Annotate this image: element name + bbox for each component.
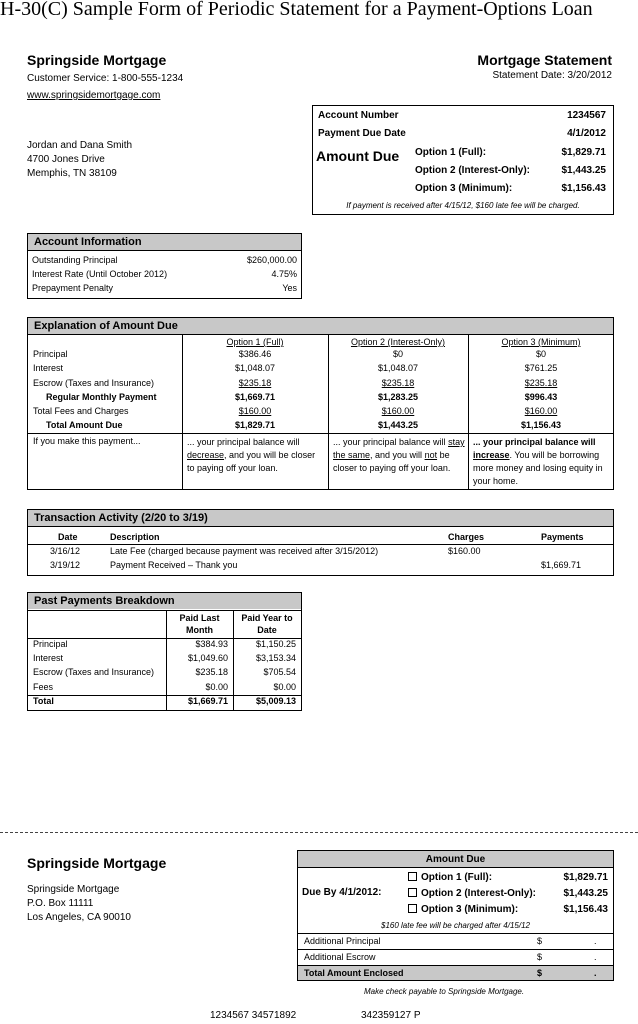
due-date-value: 4/1/2012 xyxy=(567,128,606,139)
remit-address: Springside Mortgage P.O. Box 11111 Los Angeles, CA 90010 xyxy=(27,884,131,923)
decimal-point: . xyxy=(594,936,597,946)
past-payments-header: Past Payments Breakdown xyxy=(28,593,301,609)
explanation-header: Explanation of Amount Due xyxy=(28,318,613,335)
table-row: Prepayment Penalty Yes xyxy=(32,283,297,293)
account-number-label: Account Number xyxy=(318,110,399,121)
txn-date: 3/16/12 xyxy=(50,546,81,556)
coupon-due-by: Due By 4/1/2012: xyxy=(302,887,382,898)
col-description: Description xyxy=(110,532,160,542)
additional-escrow-label: Additional Escrow xyxy=(304,952,376,962)
option3-value: $1,156.43 xyxy=(561,183,606,194)
checkbox-icon[interactable] xyxy=(408,904,417,913)
coupon-company-name: Springside Mortgage xyxy=(27,855,167,871)
table-row: Fees $0.00 $0.00 xyxy=(33,681,296,692)
micr-routing-line: 342359127 P xyxy=(361,1010,421,1021)
page-title: H-30(C) Sample Form of Periodic Statement for a Payment-Options Loan xyxy=(0,0,593,20)
customer-service: Customer Service: 1-800-555-1234 xyxy=(27,73,184,84)
coupon-option3[interactable]: Option 3 (Minimum): xyxy=(408,904,518,915)
recipient-address: Jordan and Dana Smith 4700 Jones Drive Memphis, TN 38109 xyxy=(27,140,133,179)
decimal-point: . xyxy=(594,968,597,978)
table-row: Total Fees and Charges $160.00 $160.00 $160.00 xyxy=(33,406,558,417)
checkbox-icon[interactable] xyxy=(408,888,417,897)
col-paid-last-month: Paid Last Month xyxy=(179,613,220,635)
table-row: Total $1,669.71 $5,009.13 xyxy=(33,695,296,706)
txn-desc: Payment Received – Thank you xyxy=(110,560,238,570)
late-fee-note: If payment is received after 4/15/12, $160 late fee will be charged. xyxy=(346,201,580,210)
col-payments: Payments xyxy=(541,532,584,542)
txn-desc: Late Fee (charged because payment was received after 3/15/2012) xyxy=(110,546,379,556)
option2-value: $1,443.25 xyxy=(561,165,606,176)
transaction-box xyxy=(27,509,614,576)
coupon-option2[interactable]: Option 2 (Interest-Only): xyxy=(408,888,536,899)
coupon-option2-value: $1,443.25 xyxy=(563,888,608,899)
explanation-rows xyxy=(28,349,613,435)
coupon-option1-value: $1,829.71 xyxy=(563,872,608,883)
table-row: Outstanding Principal $260,000.00 xyxy=(32,255,297,265)
option1-value: $1,829.71 xyxy=(561,147,606,158)
summary-box xyxy=(312,105,614,215)
amount-due-label: Amount Due xyxy=(316,148,400,164)
table-row: Total Amount Due $1,829.71 $1,443.25 $1,156.43 xyxy=(46,420,562,431)
option2-label: Option 2 (Interest-Only): xyxy=(415,165,530,176)
statement-title: Mortgage Statement xyxy=(477,52,612,68)
checkbox-icon[interactable] xyxy=(408,872,417,881)
opt3-header: Option 3 (Minimum) xyxy=(501,337,581,347)
table-row: Interest $1,049.60 $3,153.34 xyxy=(33,653,296,664)
table-row: Principal $384.93 $1,150.25 xyxy=(33,639,296,649)
opt2-header: Option 2 (Interest-Only) xyxy=(350,337,446,347)
col-paid-ytd: Paid Year to Date xyxy=(241,613,293,635)
coupon-amount-due-title: Amount Due xyxy=(425,854,486,865)
col-date: Date xyxy=(58,532,78,542)
table-row: Regular Monthly Payment $1,669.71 $1,283.25 $996.43 xyxy=(46,391,558,402)
explanation-box xyxy=(27,317,614,490)
table-row: Principal $386.46 $0 $0 xyxy=(33,349,546,359)
col-charges: Charges xyxy=(448,532,485,542)
coupon-option1[interactable]: Option 1 (Full): xyxy=(408,872,492,883)
additional-principal-field[interactable]: $ xyxy=(537,936,543,946)
account-number-value: 1234567 xyxy=(567,110,606,121)
opt1-outcome: ... your principal balance will decrease, and you will be closer to paying off your loan. xyxy=(187,437,316,473)
company-website[interactable]: www.springsidemortgage.com xyxy=(27,90,161,101)
option1-label: Option 1 (Full): xyxy=(415,147,487,158)
opt3-outcome: ... your principal balance will increase. You will be borrowing more money and losing equity in your home. xyxy=(473,437,603,486)
past-payments-box xyxy=(27,592,302,711)
company-name: Springside Mortgage xyxy=(27,52,167,68)
coupon-option3-value: $1,156.43 xyxy=(563,904,608,915)
option3-label: Option 3 (Minimum): xyxy=(415,183,513,194)
additional-escrow-field[interactable]: $ xyxy=(537,952,543,962)
payable-note: Make check payable to Springside Mortgage. xyxy=(364,987,525,996)
table-row: Interest $1,048.07 $1,048.07 $761.25 xyxy=(33,363,558,374)
table-row: Escrow (Taxes and Insurance) $235.18 $705.54 xyxy=(33,667,296,678)
txn-payment: $1,669.71 xyxy=(541,560,582,570)
due-date-label: Payment Due Date xyxy=(318,128,406,139)
opt2-outcome: ... your principal balance will stay the same, and you will not be closer to paying off your loan. xyxy=(333,437,465,473)
coupon-box xyxy=(297,850,614,981)
micr-account-line: 1234567 34571892 xyxy=(210,1010,297,1021)
table-row: Interest Rate (Until October 2012) 4.75% xyxy=(32,269,297,279)
total-enclosed-field[interactable]: $ xyxy=(537,968,543,978)
account-info-header: Account Information xyxy=(28,234,301,251)
opt1-header: Option 1 (Full) xyxy=(226,337,284,347)
transaction-header: Transaction Activity (2/20 to 3/19) xyxy=(28,510,613,527)
txn-charge: $160.00 xyxy=(448,546,481,556)
statement-date: Statement Date: 3/20/2012 xyxy=(492,70,612,81)
txn-date: 3/19/12 xyxy=(50,560,81,570)
additional-principal-label: Additional Principal xyxy=(304,936,381,946)
decimal-point: . xyxy=(594,952,597,962)
past-rows xyxy=(28,639,301,710)
tear-line xyxy=(0,832,638,833)
coupon-late-note: $160 late fee will be charged after 4/15/12 xyxy=(381,921,530,930)
account-info-box xyxy=(27,233,302,299)
total-enclosed-label: Total Amount Enclosed xyxy=(304,968,404,978)
table-row: Escrow (Taxes and Insurance) $235.18 $235.18 $235.18 xyxy=(33,377,558,388)
if-you-pay-label: If you make this payment... xyxy=(33,436,141,446)
